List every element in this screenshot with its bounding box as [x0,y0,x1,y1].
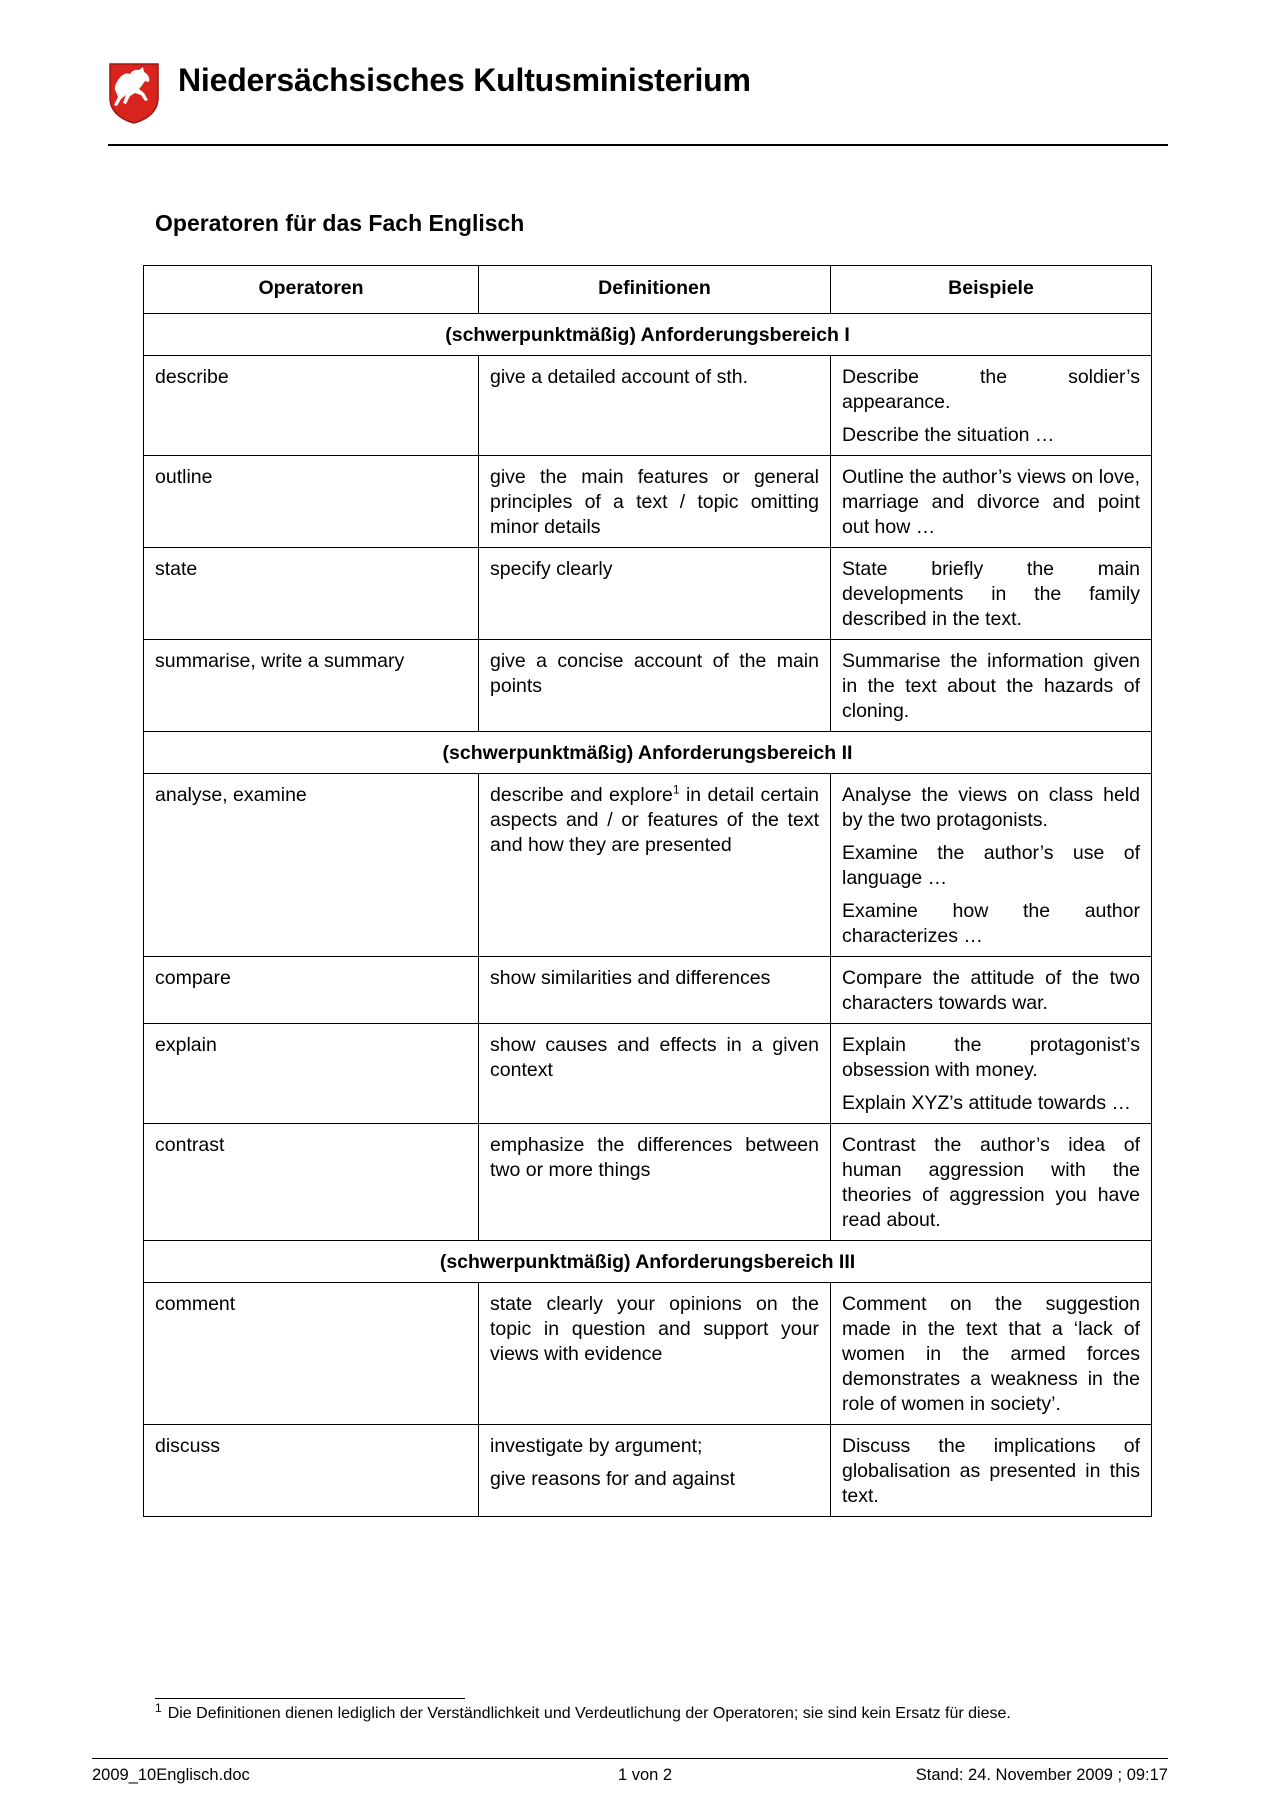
column-header-operatoren: Operatoren [144,266,479,314]
section-label: (schwerpunktmäßig) Anforderungsbereich III [144,1241,1152,1283]
example-cell [831,774,1152,957]
section-label: (schwerpunktmäßig) Anforderungsbereich II [144,732,1152,774]
definition-cell [479,456,831,548]
definition-cell [479,640,831,732]
definition-cell [479,356,831,456]
example-text: Explain the protagonist’s obsession with money. [842,1034,1140,1081]
example-cell [831,1283,1152,1425]
footer-filename: 2009_10Englisch.doc [92,1766,250,1784]
example-text: Examine the author’s use of language … [842,842,1140,889]
column-header-definitionen: Definitionen [479,266,831,314]
definition-text: investigate by argument; [490,1435,703,1457]
table-row [144,356,1152,456]
definition-text: give a concise account of the main points [490,650,819,697]
example-text: Discuss the implications of globalisation as presented in this text. [842,1435,1140,1507]
operator-cell: comment [144,1283,479,1425]
footnote-ref: 1 [672,782,680,797]
section-row-afb-2 [144,732,1152,774]
definition-text [490,783,819,858]
example-cell [831,957,1152,1024]
definition-cell [479,548,831,640]
operators-table [143,265,1152,1517]
table-row [144,1283,1152,1425]
example-text: Describe the situation … [842,424,1055,446]
definition-text: specify clearly [490,558,613,580]
definition-cell [479,1124,831,1241]
operator-cell: analyse, examine [144,774,479,957]
header-divider [108,144,1168,146]
operator-cell: state [144,548,479,640]
example-text: Outline the author’s views on love, marriage and divorce and point out how … [842,466,1140,538]
operator-cell: explain [144,1024,479,1124]
definition-text: give the main features or general principles of a text / topic omitting minor details [490,466,819,538]
footer-page-number: 1 von 2 [617,1766,673,1784]
page-header [108,62,1168,146]
section-row-afb-1 [144,314,1152,356]
column-header-beispiele: Beispiele [831,266,1152,314]
definition-cell [479,1425,831,1517]
example-cell [831,456,1152,548]
example-text: Compare the attitude of the two characters towards war. [842,967,1140,1014]
definition-text: emphasize the differences between two or more things [490,1134,819,1181]
example-text: Describe the soldier’s appearance. [842,366,1140,413]
definition-text: show similarities and differences [490,967,771,989]
table-row [144,774,1152,957]
footnote-divider [155,1698,465,1699]
section-row-afb-3 [144,1241,1152,1283]
definition-text-part: in detail certain aspects and / or features of the text and how they are presented [490,784,819,856]
table-row [144,1124,1152,1241]
example-text: Comment on the suggestion made in the text that a ‘lack of women in the armed forces demonstrates a weakness in the role of women in society’. [842,1293,1140,1415]
operator-cell: discuss [144,1425,479,1517]
table-row [144,957,1152,1024]
ministry-name: Niedersächsisches Kultusministerium [178,62,751,98]
example-cell [831,356,1152,456]
footnote-text: Die Definitionen dienen lediglich der Verständlichkeit und Verdeutlichung der Operatoren; sie sind kein Ersatz für diese. [167,1705,1011,1722]
example-text: Examine how the author characterizes … [842,900,1140,947]
example-cell [831,1124,1152,1241]
example-text: Explain XYZ’s attitude towards … [842,1092,1132,1114]
table-row [144,548,1152,640]
definition-cell [479,1283,831,1425]
operator-cell: summarise, write a summary [144,640,479,732]
operator-cell: compare [144,957,479,1024]
definition-text: give a detailed account of sth. [490,366,749,388]
definition-cell [479,957,831,1024]
table-header-row [144,266,1152,314]
table-row [144,1024,1152,1124]
table-row [144,456,1152,548]
definition-cell [479,774,831,957]
definition-text: state clearly your opinions on the topic in question and support your views with evidence [490,1293,819,1365]
lower-saxony-horse-logo-icon [108,62,160,124]
example-text: Contrast the author’s idea of human aggression with the theories of aggression you have read about. [842,1134,1140,1231]
footer-stand-date: Stand: 24. November 2009 ; 09:17 [915,1766,1168,1784]
section-label: (schwerpunktmäßig) Anforderungsbereich I [144,314,1152,356]
operator-cell: describe [144,356,479,456]
example-cell [831,640,1152,732]
definition-cell [479,1024,831,1124]
operator-cell: contrast [144,1124,479,1241]
operator-cell: outline [144,456,479,548]
table-row [144,640,1152,732]
example-cell [831,1425,1152,1517]
document-title: Operatoren für das Fach Englisch [155,210,525,236]
example-cell [831,1024,1152,1124]
example-text: Analyse the views on class held by the two protagonists. [842,784,1140,831]
definition-text-part: describe and explore [490,784,673,806]
footnote-marker: 1 [155,1700,162,1715]
example-text: Summarise the information given in the text about the hazards of cloning. [842,650,1140,722]
example-text: State briefly the main developments in the family described in the text. [842,558,1140,630]
table-row [144,1425,1152,1517]
definition-text: give reasons for and against [490,1468,735,1490]
footnote [155,1700,1011,1723]
definition-text: show causes and effects in a given context [490,1034,819,1081]
footer-divider [92,1758,1168,1759]
example-cell [831,548,1152,640]
